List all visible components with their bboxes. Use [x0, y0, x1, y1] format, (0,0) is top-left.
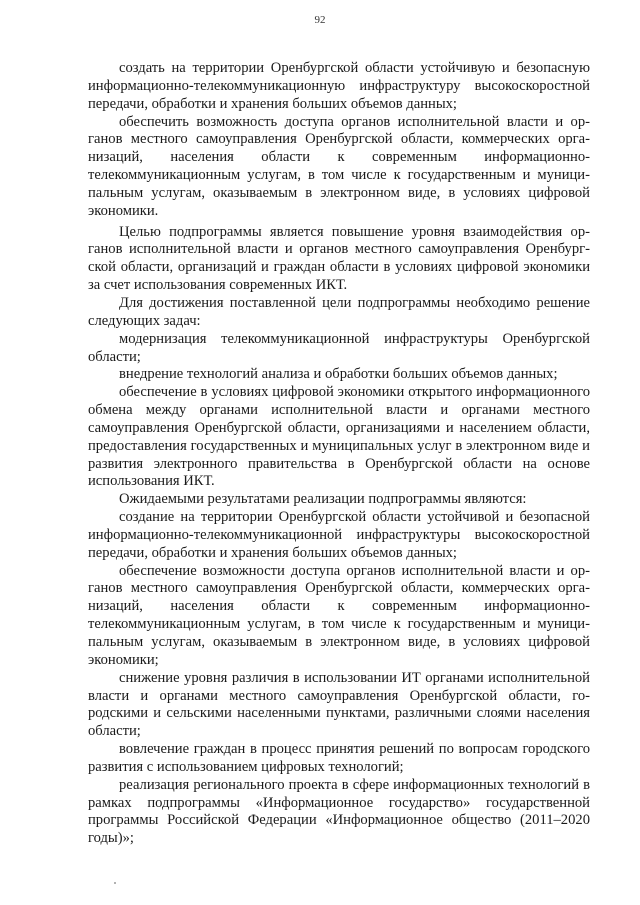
paragraph: вовлечение граждан в процесс принятия решений по вопросам городского развития с использованием цифровых технологий; — [88, 741, 590, 775]
paragraph: модернизация телекоммуникационной инфраструктуры Оренбургской области; — [88, 330, 590, 365]
paragraph: снижение уровня различия в использовании ИТ органами исполнительной власти и органами местного самоуправления Оренбургской области, городскими и сельскими населенными пунктами, различными слоями населения области; — [88, 669, 590, 740]
paragraph: обеспечить возможность доступа органов исполнительной власти и органов местного самоуправления Оренбургской области, коммерческих организаций, населения области к современным информационно-телекоммуникационным услугам, в том числе к государственным и муниципальным услугам, оказываемым в электронном виде, в условиях цифровой экономики. — [88, 113, 590, 219]
paragraph: обеспечение возможности доступа органов исполнительной власти и органов местного самоуправления Оренбургской области, коммерческих организаций, населения области к современным информационно-телекоммуникационным услугам, в том числе к государственным и муниципальным услугам, оказываемым в электронном виде, в условиях цифровой экономики; — [88, 562, 590, 668]
paragraph: Ожидаемыми результатами реализации подпрограммы являются: — [119, 491, 527, 508]
paragraph: создать на территории Оренбургской области устойчивую и безопасную информационно-телекоммуникационную инфраструктуру высокоскоростной передачи, обработки и хранения больших объемов данных; — [88, 60, 590, 112]
paragraph: внедрение технологий анализа и обработки больших объемов данных; — [119, 366, 558, 383]
scan-speck — [114, 882, 116, 884]
paragraph: реализация регионального проекта в сфере информационных технологий в рамках подпрограммы «Информационное государство» государственной программы Российской Федерации «Информационное общество (2011–2020 годы)»; — [88, 776, 590, 847]
paragraph: Для достижения поставленной цели подпрограммы необходимо решение следующих задач: — [88, 294, 590, 329]
paragraph: обеспечение в условиях цифровой экономики открытого информационного обмена между органами исполнительной власти и органами местного самоуправления Оренбургской области, организациями и населением области, предоставления государственных и муниципальных услуг в электронном виде и развития электронного правительства в Оренбургской области на основе использования ИКТ. — [88, 384, 590, 490]
paragraph: создание на территории Оренбургской области устойчивой и безопасной информационно-телекоммуникационной инфраструктуры высокоскоростной передачи, обработки и хранения больших объемов данных; — [88, 509, 590, 561]
paragraph: Целью подпрограммы является повышение уровня взаимодействия органов исполнительной власти и органов местного самоуправления Оренбургской области, организаций и граждан области в условиях цифровой экономики за счет использования современных ИКТ. — [88, 223, 590, 294]
page-number: 92 — [314, 14, 326, 26]
document-body — [88, 60, 590, 848]
